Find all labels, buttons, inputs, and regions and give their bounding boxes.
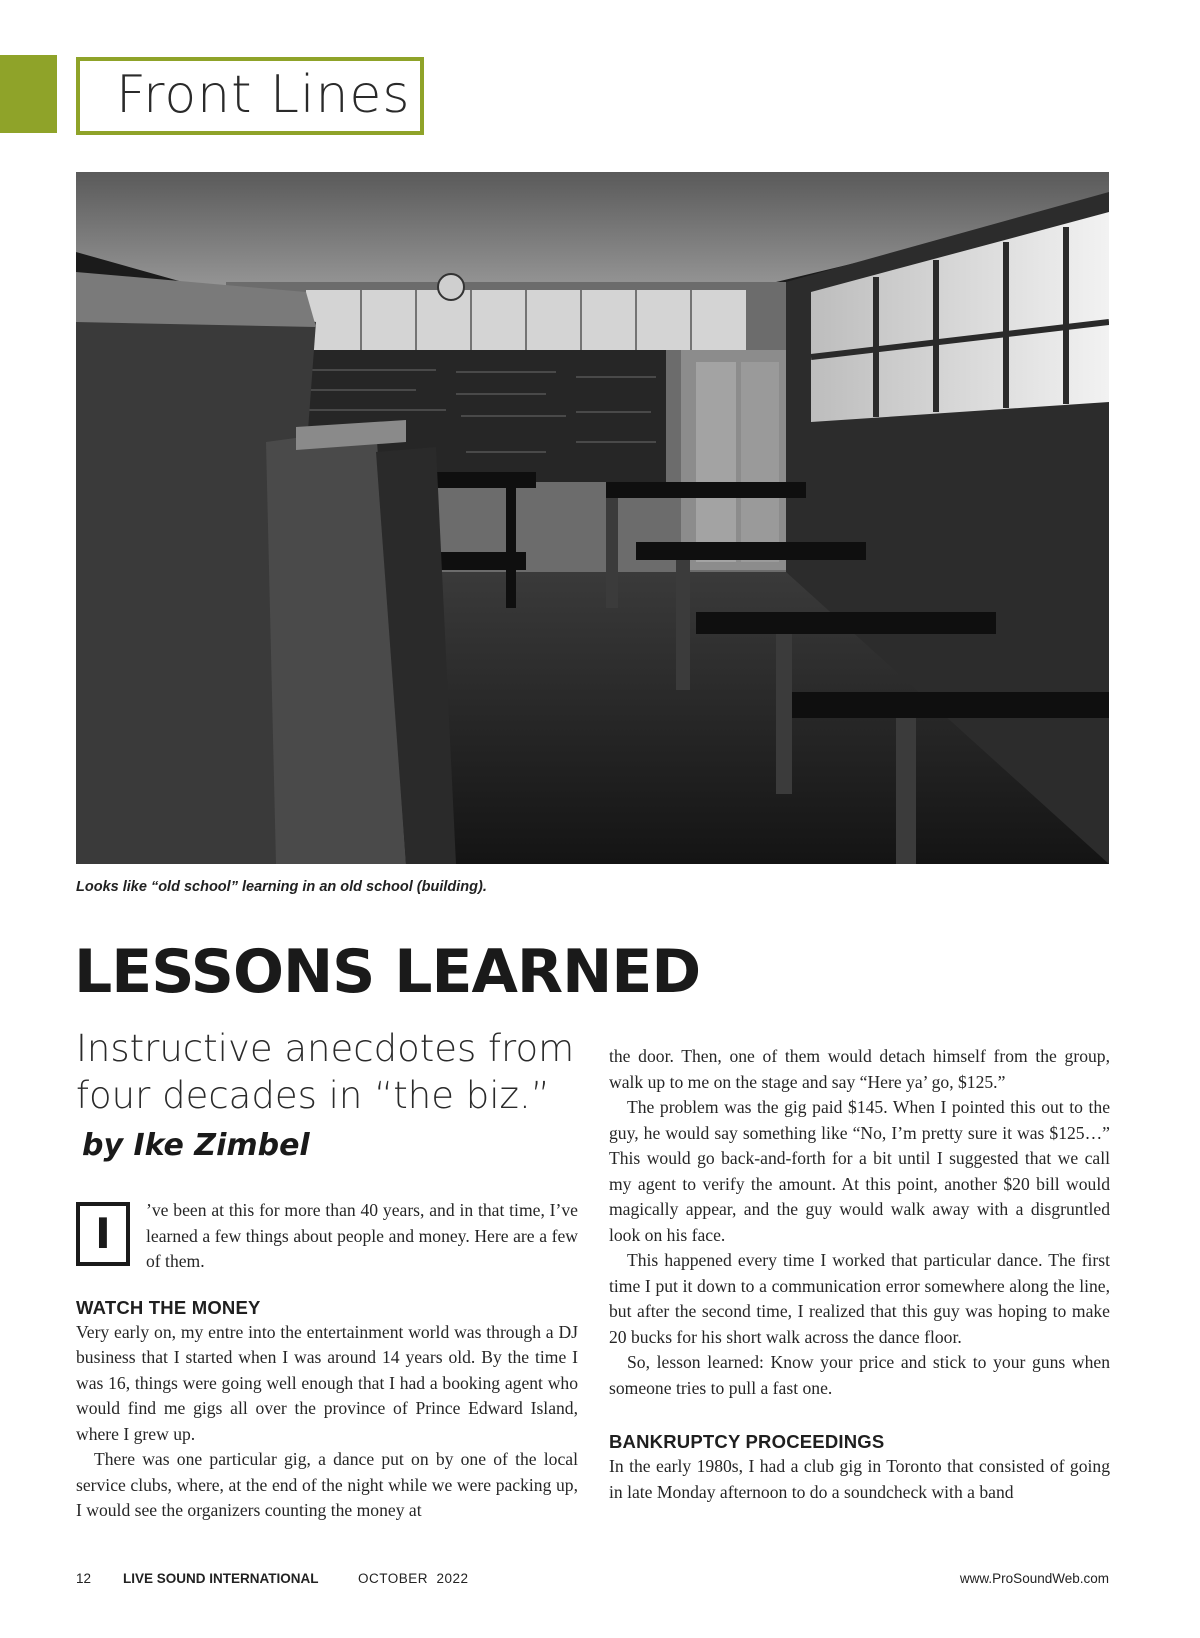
intro-text: ’ve been at this for more than 40 years, and in that time, I’ve learned a few things about people and money. Here are a few of them. bbox=[146, 1200, 578, 1271]
drop-cap: I bbox=[76, 1202, 130, 1266]
deck-text: Instructive anecdotes from four decades in “the biz.” bbox=[76, 1027, 575, 1117]
article-deck bbox=[76, 1025, 576, 1169]
section-title: Front Lines bbox=[116, 65, 411, 125]
classroom-photo bbox=[76, 172, 1109, 864]
body-paragraph: In the early 1980s, I had a club gig in Toronto that consisted of going in late Monday afternoon to do a soundcheck with a band bbox=[609, 1456, 1110, 1502]
body-paragraph: The problem was the gig paid $145. When I pointed this out to the guy, he would say something like “No, I’m pretty sure it was $125…” This would go back-and-forth for a bit until I suggested that we call my agent to verify the amount. At this point, another $20 bill would magically appear, and the guy would walk away with a disgruntled look on his face. bbox=[609, 1097, 1110, 1245]
photo-caption: Looks like “old school” learning in an old school (building). bbox=[76, 879, 487, 895]
body-paragraph: the door. Then, one of them would detach himself from the group, walk up to me on the stage and say “Here ya’ go, $125.” bbox=[609, 1046, 1110, 1092]
section-color-tab bbox=[0, 55, 57, 133]
magazine-name: LIVE SOUND INTERNATIONAL bbox=[123, 1571, 319, 1586]
classroom-photo-illustration bbox=[76, 172, 1109, 864]
byline: by Ike Zimbel bbox=[82, 1128, 310, 1163]
website-link[interactable]: www.ProSoundWeb.com bbox=[959, 1571, 1109, 1586]
section-header bbox=[76, 57, 424, 135]
article-column-left bbox=[76, 1198, 578, 1524]
body-paragraph: This happened every time I worked that particular dance. The first time I put it down to a communication error somewhere along the line, but after the second time, I realized that this guy was hoping to make 20 bucks for his short walk across the dance floor. bbox=[609, 1250, 1110, 1347]
intro-paragraph bbox=[76, 1198, 578, 1275]
body-paragraph: Very early on, my entre into the entertainment world was through a DJ business that I started when I was around 14 years old. By the time I was 16, things were going well enough that I had a booking agent who would find me gigs all over the province of Prince Edward Island, where I grew up. bbox=[76, 1321, 578, 1444]
article-column-right bbox=[609, 1044, 1110, 1505]
section-heading: BANKRUPTCY PROCEEDINGS bbox=[609, 1431, 885, 1452]
body-paragraph: So, lesson learned: Know your price and stick to your guns when someone tries to pull a fast one. bbox=[609, 1352, 1110, 1398]
body-paragraph: There was one particular gig, a dance put on by one of the local service clubs, where, at the end of the night while we were packing up, I would see the organizers counting the money at bbox=[76, 1449, 578, 1520]
issue-date: OCTOBER 2022 bbox=[358, 1571, 469, 1586]
page-number: 12 bbox=[76, 1571, 92, 1586]
article-headline: LESSONS LEARNED bbox=[74, 937, 701, 1007]
section-heading: WATCH THE MONEY bbox=[76, 1296, 261, 1318]
